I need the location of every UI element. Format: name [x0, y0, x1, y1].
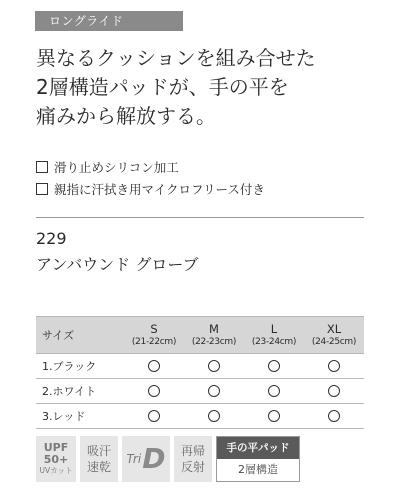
table-row: [36, 379, 364, 404]
feature-text: 親指に汗拭き用マイクロフリース付き: [54, 182, 265, 197]
color-label: 3.レッド: [42, 410, 86, 423]
table-header: [36, 316, 364, 354]
available-circle-icon: [268, 360, 280, 372]
reflective-badge: [174, 436, 212, 482]
badge-line: 反射: [180, 460, 205, 474]
size-range: (22-23cm): [191, 337, 237, 347]
availability-cell: [124, 379, 184, 403]
palm-pad-badge: [216, 436, 300, 482]
upf-value: 50+: [43, 453, 69, 466]
sweat-dry-badge: [80, 436, 118, 482]
upf-text: UPF: [43, 441, 69, 454]
size-column-s: [124, 317, 184, 353]
availability-cell: [184, 379, 244, 403]
headline-line: 2層構造パッドが、手の平を: [36, 75, 289, 99]
checkbox-icon: [36, 183, 48, 195]
availability-cell: [244, 404, 304, 428]
upf-badge: [36, 436, 76, 482]
available-circle-icon: [208, 410, 220, 422]
table-row: [36, 404, 364, 429]
size-name: M: [209, 322, 219, 336]
size-column-l: [244, 317, 304, 353]
feature-item: [36, 156, 396, 178]
size-column-m: [184, 317, 244, 353]
availability-cell: [124, 354, 184, 378]
table-row: [36, 354, 364, 379]
available-circle-icon: [328, 385, 340, 397]
badge-line: 再帰: [180, 444, 205, 458]
feature-text: 滑り止めシリコン加工: [54, 160, 179, 175]
size-table: [36, 316, 364, 429]
trid-badge: [122, 436, 170, 482]
product-number: 229: [36, 229, 67, 248]
header-label: サイズ: [42, 329, 75, 342]
size-range: (24-25cm): [311, 337, 357, 347]
size-name: XL: [326, 322, 342, 336]
availability-cell: [184, 354, 244, 378]
feature-badges: [36, 436, 300, 482]
available-circle-icon: [328, 360, 340, 372]
availability-cell: [244, 379, 304, 403]
product-name: アンバウンド グローブ: [36, 255, 199, 274]
available-circle-icon: [148, 410, 160, 422]
size-range: (21-22cm): [131, 337, 177, 347]
divider: [36, 217, 364, 218]
uv-cut-text: UVカット: [39, 466, 73, 475]
badge-line: 吸汗: [86, 444, 111, 458]
size-name: S: [150, 322, 158, 336]
color-label: 1.ブラック: [42, 360, 97, 373]
headline-line: 異なるクッションを組み合せた: [36, 46, 316, 70]
trid-prefix: Tri: [126, 452, 142, 466]
availability-cell: [184, 404, 244, 428]
available-circle-icon: [148, 360, 160, 372]
available-circle-icon: [268, 385, 280, 397]
feature-item: [36, 178, 396, 200]
available-circle-icon: [268, 410, 280, 422]
availability-cell: [304, 404, 364, 428]
pad-title: 手の平パッド: [217, 437, 299, 459]
size-range: (23-24cm): [251, 337, 297, 347]
available-circle-icon: [328, 410, 340, 422]
available-circle-icon: [208, 385, 220, 397]
availability-cell: [304, 354, 364, 378]
pad-value: 2層構造: [238, 463, 278, 476]
headline: [36, 44, 396, 131]
checkbox-icon: [36, 161, 48, 173]
size-name: L: [270, 322, 278, 336]
headline-line: 痛みから解放する。: [36, 104, 216, 128]
feature-list: [36, 156, 396, 200]
available-circle-icon: [208, 360, 220, 372]
availability-cell: [244, 354, 304, 378]
color-label: 2.ホワイト: [42, 385, 97, 398]
availability-cell: [304, 379, 364, 403]
availability-cell: [124, 404, 184, 428]
trid-letter: D: [142, 442, 166, 475]
size-column-xl: [304, 317, 364, 353]
category-tag: ロングライド: [35, 11, 183, 31]
badge-line: 速乾: [86, 460, 111, 474]
available-circle-icon: [148, 385, 160, 397]
